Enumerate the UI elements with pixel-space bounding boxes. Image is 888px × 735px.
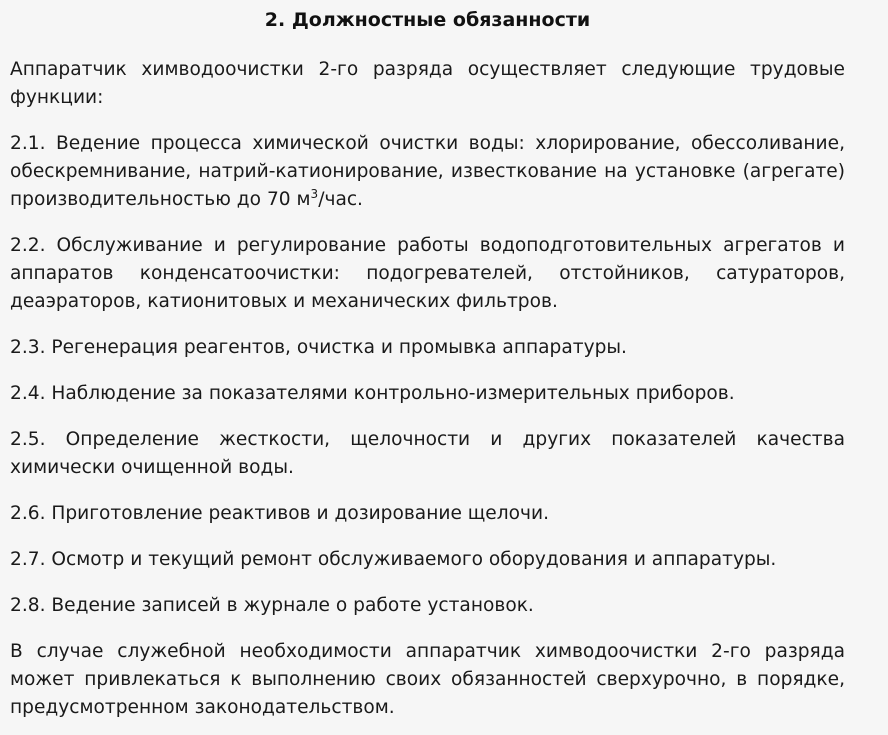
duty-item-2-8: 2.8. Ведение записей в журнале о работе установок. xyxy=(10,595,534,616)
duty-item-2-2: 2.2. Обслуживание и регулирование работы водоподготовительных агрегатов и аппаратов конденсатоочистки: подогревателей, отстойников, сатураторов, деаэраторов, катионитовых и механических фильтров. xyxy=(10,235,845,312)
duty-item-tail: /час. xyxy=(318,189,363,210)
duty-item-2-6: 2.6. Приготовление реактивов и дозирование щелочи. xyxy=(10,503,549,524)
intro-paragraph: Аппаратчик химводоочистки 2-го разряда осуществляет следующие трудовые функции: xyxy=(10,59,845,108)
duty-item-2-1 xyxy=(10,130,845,214)
duty-item-2-3: 2.3. Регенерация реагентов, очистка и промывка аппаратуры. xyxy=(10,337,627,358)
duty-item-2-7: 2.7. Осмотр и текущий ремонт обслуживаемого оборудования и аппаратуры. xyxy=(10,549,777,570)
superscript-cubed: 3 xyxy=(310,187,319,201)
duty-item-2-5: 2.5. Определение жесткости, щелочности и других показателей качества химически очищенной воды. xyxy=(10,429,845,478)
closing-paragraph: В случае служебной необходимости аппаратчик химводоочистки 2-го разряда может привлекаться к выполнению своих обязанностей сверхурочно, в порядке, предусмотренном законодательством. xyxy=(10,641,845,718)
section-heading: 2. Должностные обязанности xyxy=(264,9,591,31)
duty-item-text: 2.1. Ведение процесса химической очистки воды: хлорирование, обессоливание, обескремнивание, натрий-катионирование, известкование на установке (агрегате) производительностью до 70 м xyxy=(10,133,845,210)
duty-item-2-4: 2.4. Наблюдение за показателями контрольно-измерительных приборов. xyxy=(10,383,735,404)
